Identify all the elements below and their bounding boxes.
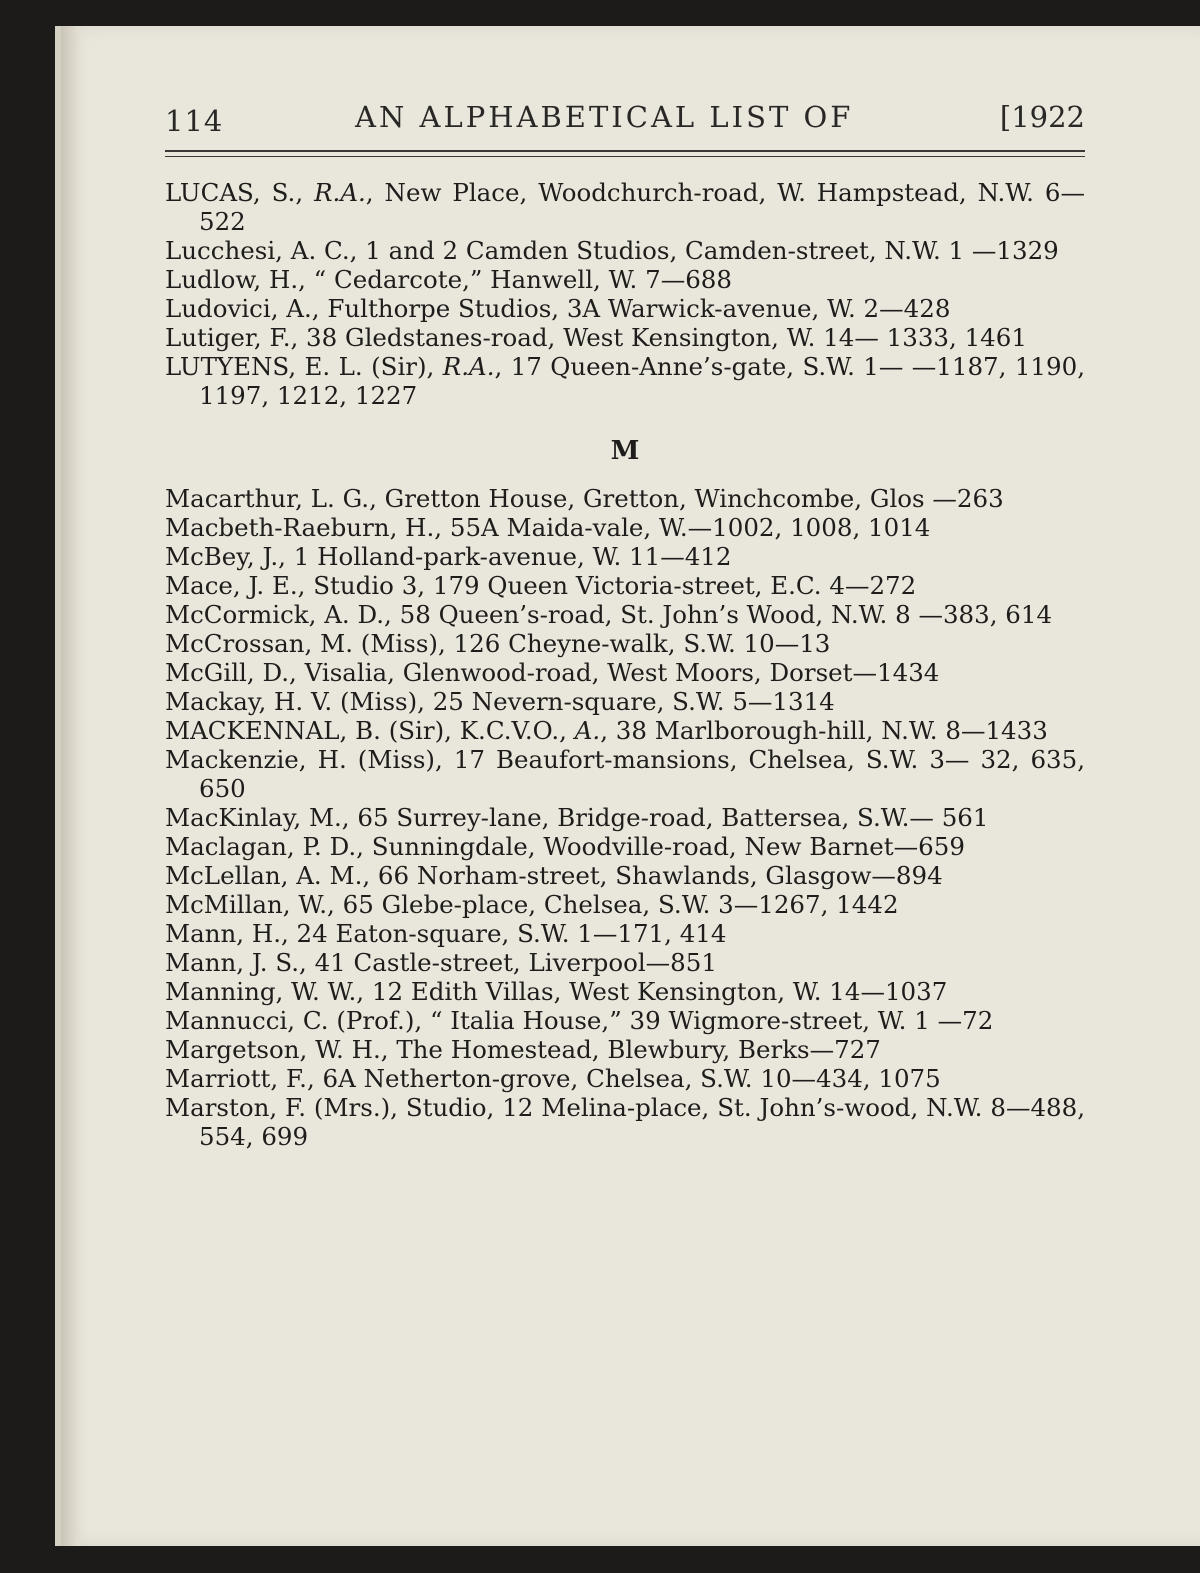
entry-text: Mace, J. E., Studio 3, 179 Queen Victoria-street, E.C. 4—272	[165, 571, 917, 600]
entry-honour: A.	[574, 716, 601, 745]
directory-entry	[165, 919, 1085, 948]
directory-entry	[165, 513, 1085, 542]
entry-text: Marston, F. (Mrs.), Studio, 12 Melina-place, St. John’s-wood, N.W. 8—488, 554, 699	[165, 1093, 1085, 1151]
directory-entry	[165, 265, 1085, 294]
entry-text: Manning, W. W., 12 Edith Villas, West Kensington, W. 14—1037	[165, 977, 948, 1006]
entry-text: Macbeth-Raeburn, H., 55A Maida-vale, W.—1002, 1008, 1014	[165, 513, 931, 542]
directory-entry	[165, 658, 1085, 687]
entry-group-l	[165, 178, 1085, 410]
running-year: [1922	[999, 100, 1085, 134]
entry-text: Ludovici, A., Fulthorpe Studios, 3A Warwick-avenue, W. 2—428	[165, 294, 951, 323]
entry-text: Ludlow, H., “ Cedarcote,” Hanwell, W. 7—688	[165, 265, 732, 294]
directory-entry	[165, 716, 1085, 745]
entry-text: LUCAS, S.,	[165, 178, 315, 207]
directory-entry	[165, 745, 1085, 803]
page-gutter	[61, 26, 79, 1546]
entry-text: McMillan, W., 65 Glebe-place, Chelsea, S.W. 3—1267, 1442	[165, 890, 899, 919]
entry-text: Lucchesi, A. C., 1 and 2 Camden Studios, Camden-street, N.W. 1 —1329	[165, 236, 1059, 265]
entry-honour: R.A.	[314, 178, 366, 207]
page-number: 114	[165, 104, 224, 138]
directory-entry	[165, 803, 1085, 832]
entry-text: MACKENNAL, B. (Sir), K.C.V.O.,	[165, 716, 575, 745]
directory-entry	[165, 687, 1085, 716]
entry-text: Margetson, W. H., The Homestead, Blewbury, Berks—727	[165, 1035, 881, 1064]
directory-entry	[165, 352, 1085, 410]
entry-text: McLellan, A. M., 66 Norham-street, Shawlands, Glasgow—894	[165, 861, 943, 890]
entry-group-m	[165, 484, 1085, 1151]
section-letter: M	[610, 436, 640, 466]
entry-text: Mannucci, C. (Prof.), “ Italia House,” 39 Wigmore-street, W. 1 —72	[165, 1006, 994, 1035]
directory-entry	[165, 571, 1085, 600]
entry-text: McBey, J., 1 Holland-park-avenue, W. 11—412	[165, 542, 732, 571]
running-title: AN ALPHABETICAL LIST OF	[355, 100, 854, 134]
entry-text: McCrossan, M. (Miss), 126 Cheyne-walk, S.W. 10—13	[165, 629, 831, 658]
directory-entry	[165, 542, 1085, 571]
directory-entry	[165, 890, 1085, 919]
entry-text: McGill, D., Visalia, Glenwood-road, West Moors, Dorset—1434	[165, 658, 940, 687]
entry-text: Lutiger, F., 38 Gledstanes-road, West Kensington, W. 14— 1333, 1461	[165, 323, 1027, 352]
directory-entry	[165, 948, 1085, 977]
directory-entry	[165, 861, 1085, 890]
entry-text: Mackay, H. V. (Miss), 25 Nevern-square, S.W. 5—1314	[165, 687, 835, 716]
header-rule-thin	[165, 156, 1085, 157]
directory-entry	[165, 629, 1085, 658]
entry-list	[165, 178, 1085, 1151]
directory-entry	[165, 600, 1085, 629]
entry-text: Mann, J. S., 41 Castle-street, Liverpool—851	[165, 948, 717, 977]
entry-text: Marriott, F., 6A Netherton-grove, Chelsea, S.W. 10—434, 1075	[165, 1064, 941, 1093]
directory-entry	[165, 1035, 1085, 1064]
entry-text: McCormick, A. D., 58 Queen’s-road, St. John’s Wood, N.W. 8 —383, 614	[165, 600, 1053, 629]
entry-text-rest: , 38 Marlborough-hill, N.W. 8—1433	[600, 716, 1048, 745]
entry-text: MacKinlay, M., 65 Surrey-lane, Bridge-road, Battersea, S.W.— 561	[165, 803, 989, 832]
entry-honour: R.A.	[442, 352, 495, 381]
entry-text: Macarthur, L. G., Gretton House, Gretton, Winchcombe, Glos —263	[165, 484, 1004, 513]
entry-text: Mackenzie, H. (Miss), 17 Beaufort-mansions, Chelsea, S.W. 3— 32, 635, 650	[165, 745, 1085, 803]
entry-text-rest: , 17 Queen-Anne’s-gate, S.W. 1— —1187, 1190, 1197, 1212, 1227	[199, 352, 1085, 410]
entry-text: Maclagan, P. D., Sunningdale, Woodville-road, New Barnet—659	[165, 832, 965, 861]
entry-text: Mann, H., 24 Eaton-square, S.W. 1—171, 414	[165, 919, 727, 948]
entry-text-rest: , New Place, Woodchurch-road, W. Hampstead, N.W. 6—522	[199, 178, 1085, 236]
directory-entry	[165, 1006, 1085, 1035]
directory-entry	[165, 294, 1085, 323]
directory-entry	[165, 236, 1085, 265]
directory-entry	[165, 832, 1085, 861]
directory-entry	[165, 977, 1085, 1006]
entry-text: LUTYENS, E. L. (Sir),	[165, 352, 443, 381]
directory-entry	[165, 178, 1085, 236]
directory-entry	[165, 1093, 1085, 1151]
header-rule	[165, 150, 1085, 152]
directory-entry	[165, 1064, 1085, 1093]
directory-entry	[165, 484, 1085, 513]
directory-entry	[165, 323, 1085, 352]
